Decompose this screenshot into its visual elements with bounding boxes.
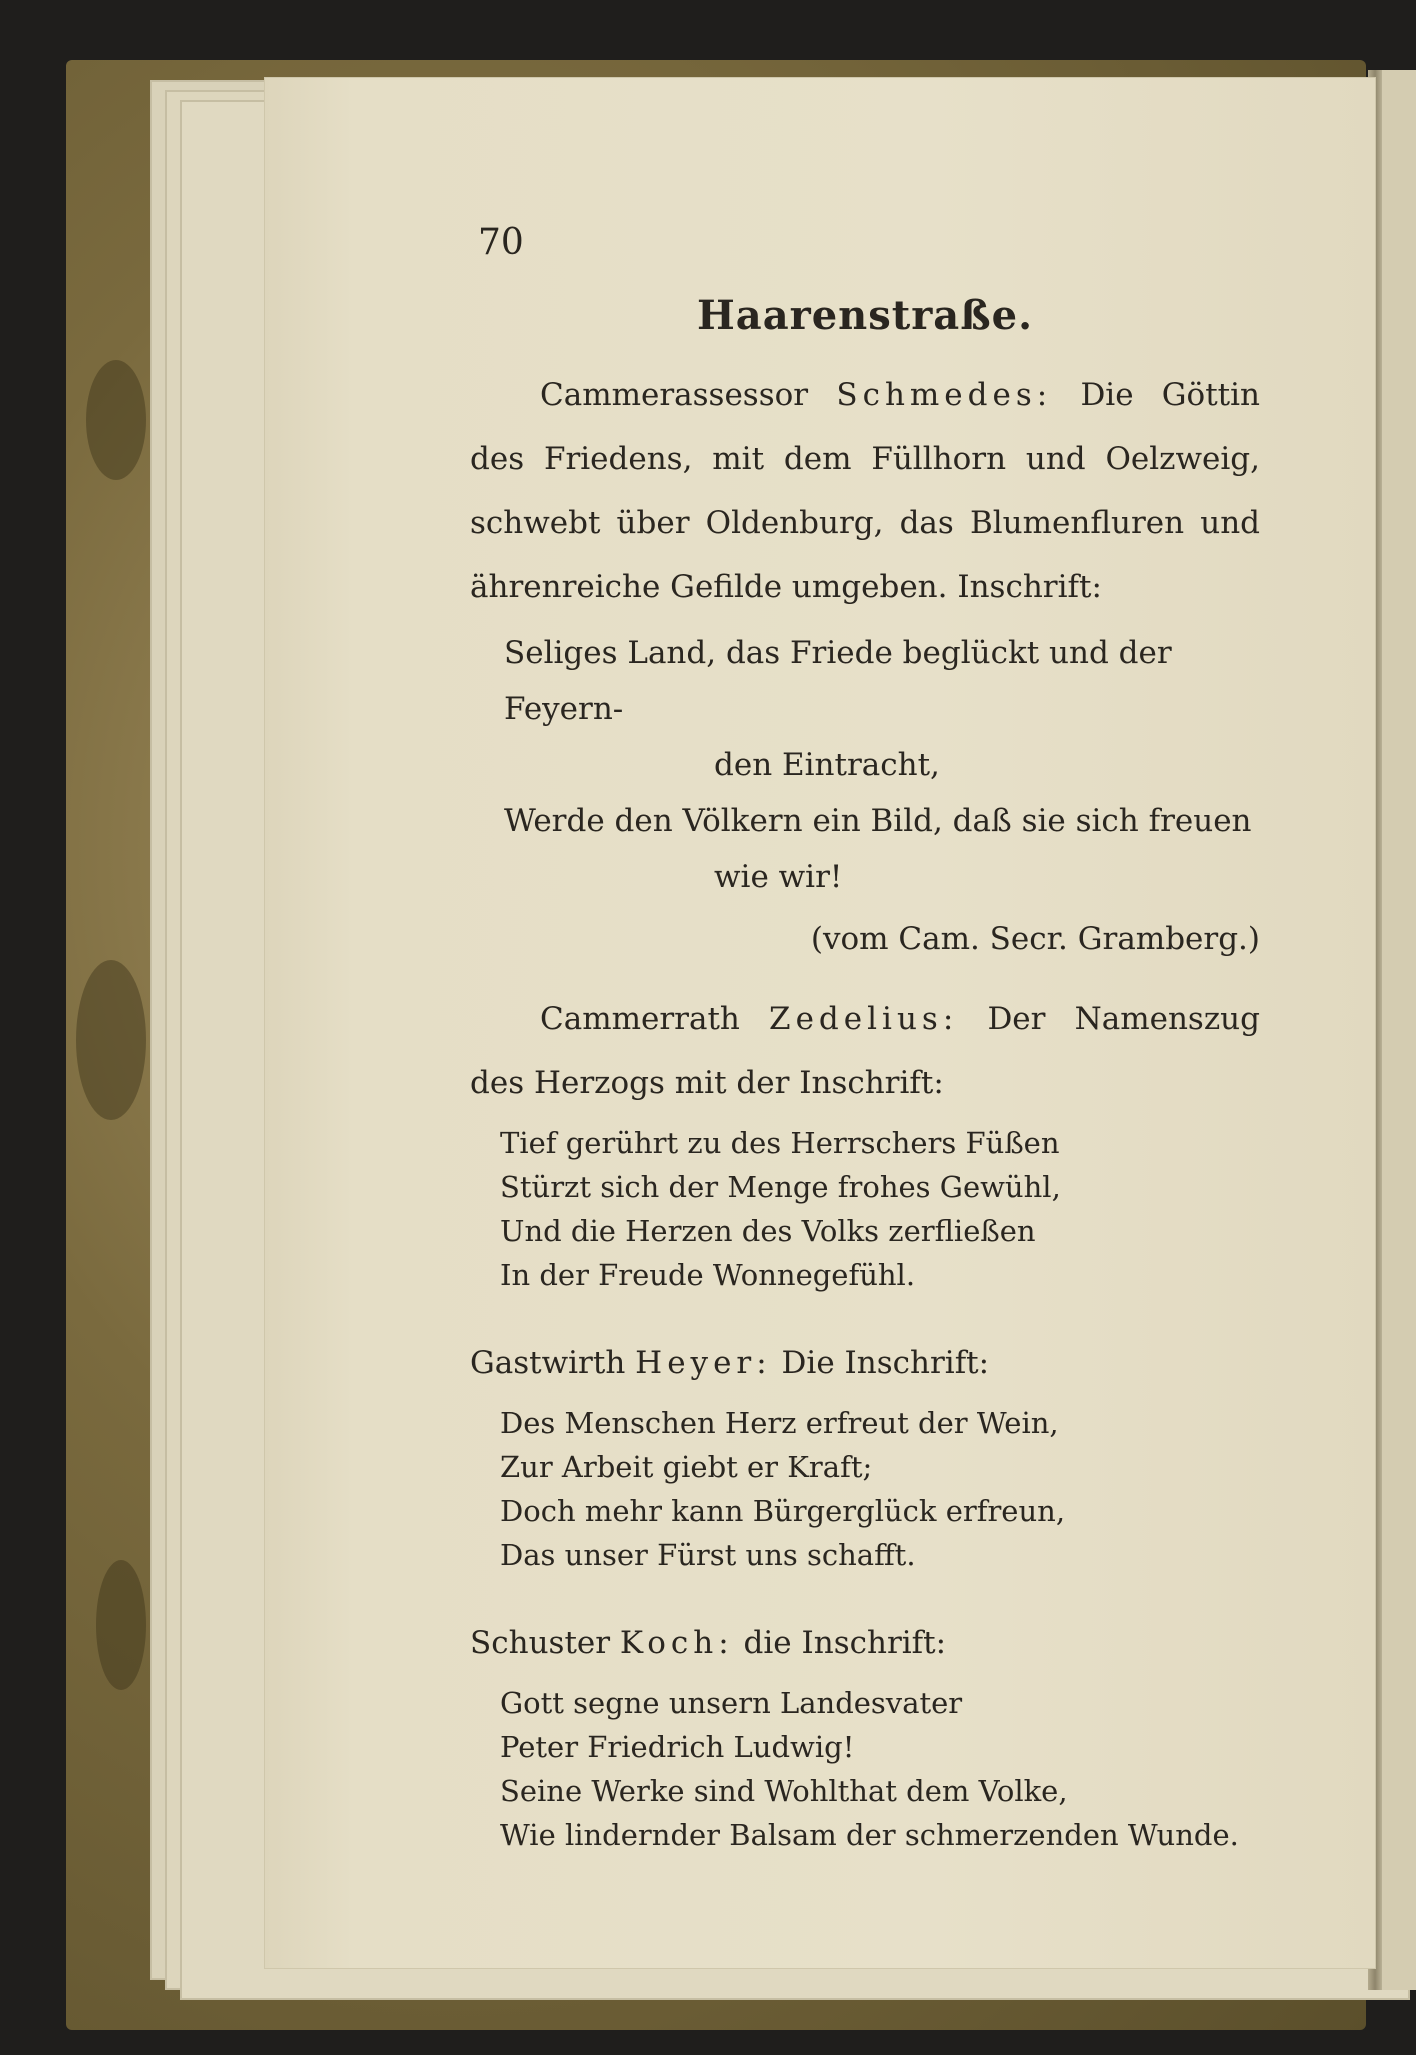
cover-marbling xyxy=(96,1560,146,1690)
verse-line: Gott segne unsern Landesvater xyxy=(500,1686,963,1720)
cover-marbling xyxy=(76,960,146,1120)
verse-line: Doch mehr kann Bürgerglück erfreun, xyxy=(500,1494,1066,1528)
entry-text: die Inschrift: xyxy=(743,1625,947,1661)
verse-line: Das unser Fürst uns schafft. xyxy=(500,1538,916,1572)
entry-text: Die Inschrift: xyxy=(781,1345,990,1381)
verse-line: Des Menschen Herz erfreut der Wein, xyxy=(500,1406,1059,1440)
entry-spaced-name: Zedelius: xyxy=(769,1001,959,1037)
verse-line: Tief gerührt zu des Herrschers Füßen xyxy=(500,1126,1060,1160)
verse-line: Zur Arbeit giebt er Kraft; xyxy=(500,1450,873,1484)
entry-name: Cammerassessor xyxy=(540,377,809,413)
poem-line: Werde den Völkern ein Bild, daß sie sich freuen xyxy=(504,803,1252,839)
entry-paragraph xyxy=(470,363,1260,619)
poem-line: wie wir! xyxy=(714,859,843,895)
entry-spaced-name: Koch: xyxy=(619,1625,734,1661)
page-content xyxy=(470,226,1260,1891)
entry-text: Die Göttin des Friedens, mit dem Füllhorn und Oelzweig, schwebt über Oldenburg, das Blumenfluren und ährenreiche Gefilde umgeben. Inschrift: xyxy=(470,377,1260,605)
cover-marbling xyxy=(86,360,146,480)
verse-line: Peter Friedrich Ludwig! xyxy=(500,1730,855,1764)
entry-spaced-name: Schmedes: xyxy=(836,377,1053,413)
inscription-verse xyxy=(500,1681,1260,1857)
entry-text: Der Namenszug des Herzogs mit der Inschrift: xyxy=(470,1001,1260,1101)
verse-line: In der Freude Wonnegefühl. xyxy=(500,1258,916,1292)
poem-credit: (vom Cam. Secr. Gramberg.) xyxy=(810,921,1260,957)
inscription-verse xyxy=(500,1401,1260,1577)
entry-spaced-name: Heyer: xyxy=(635,1345,772,1381)
poem-line: Seliges Land, das Friede beglückt und der Feyern- xyxy=(504,635,1172,727)
entry-paragraph xyxy=(470,1331,1260,1395)
verse-line: Stürzt sich der Menge frohes Gewühl, xyxy=(500,1170,1061,1204)
section-header: Haarenstraße. xyxy=(697,292,1033,339)
verse-line: Wie lindernder Balsam der schmerzenden Wunde. xyxy=(500,1818,1239,1852)
entry-name: Schuster xyxy=(470,1625,611,1661)
entry-paragraph xyxy=(470,987,1260,1115)
page-number: 70 xyxy=(478,222,524,263)
poem-line: den Eintracht, xyxy=(714,747,940,783)
verse-line: Und die Herzen des Volks zerfließen xyxy=(500,1214,1036,1248)
verse-line: Seine Werke sind Wohlthat dem Volke, xyxy=(500,1774,1068,1808)
entry-name: Gastwirth xyxy=(470,1345,626,1381)
entry-paragraph xyxy=(470,1611,1260,1675)
entry-name: Cammerrath xyxy=(540,1001,740,1037)
inscription-poem xyxy=(504,625,1260,905)
inscription-verse xyxy=(500,1121,1260,1297)
